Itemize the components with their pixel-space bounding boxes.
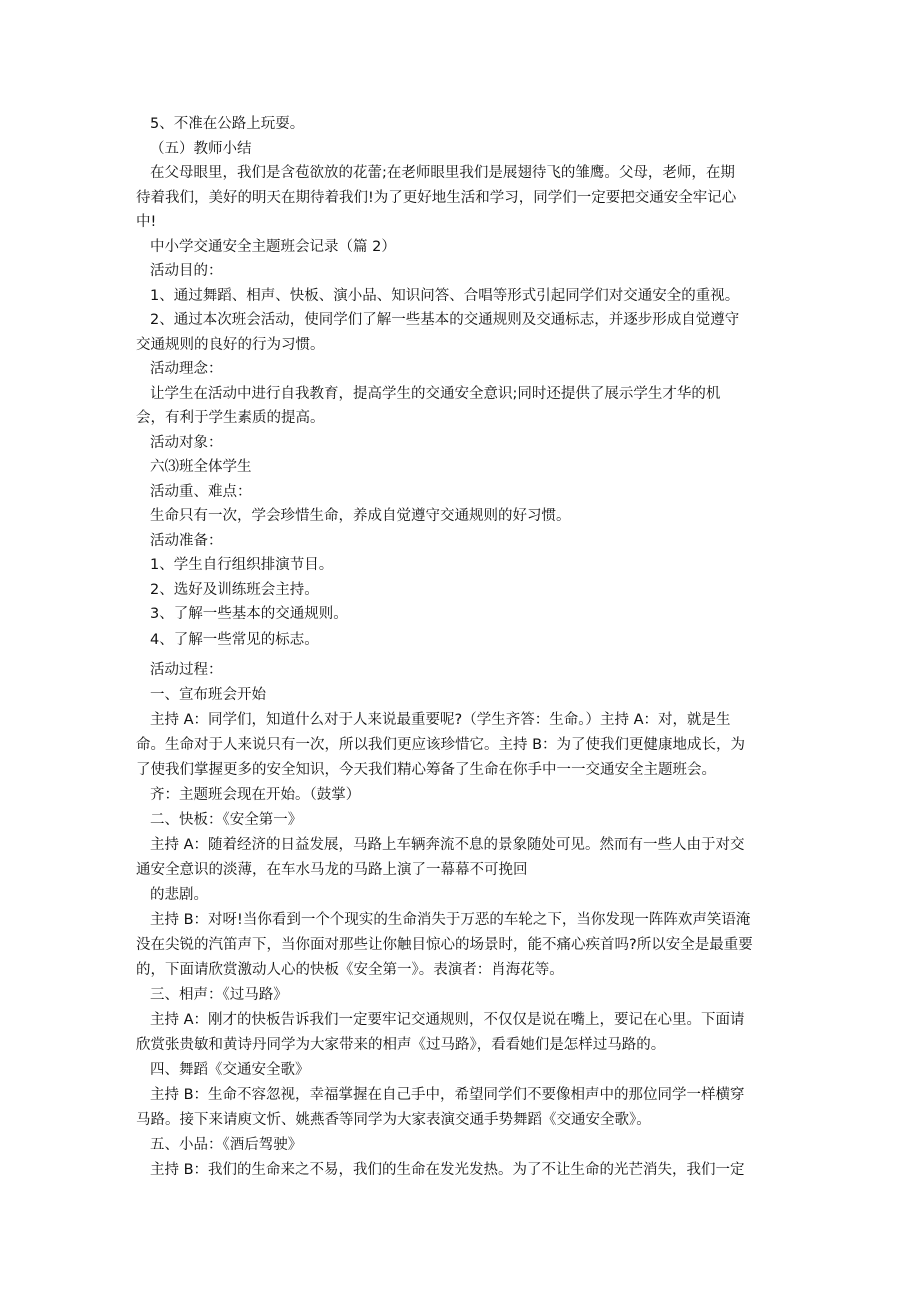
text-line: 活动对象： <box>150 435 223 451</box>
text-line: 六⑶班全体学生 <box>150 459 252 475</box>
text-line: 1、学生自行组织排演节目。 <box>150 557 334 573</box>
text-line: 命。生命对于人来说只有一次，所以我们更应该珍惜它。主持 B：为了使我们更健康地成长，为 <box>136 737 746 753</box>
text-line: 在父母眼里，我们是含苞欲放的花蕾;在老师眼里我们是展翅待飞的雏鹰。父母，老师，在期 <box>150 165 735 181</box>
text-line: 四、舞蹈《交通安全歌》 <box>150 1062 310 1078</box>
text-line: 马路。接下来请庾文忻、姚燕香等同学为大家表演交通手势舞蹈《交通安全歌》。 <box>136 1112 651 1128</box>
text-line: 欣赏张贵敏和黄诗丹同学为大家带来的相声《过马路》，看看她们是怎样过马路的。 <box>136 1037 666 1053</box>
text-line: 活动重、难点： <box>150 484 252 500</box>
text-line: 主持 A：同学们，知道什么对于人来说最重要呢?（学生齐答：生命。）主持 A：对，就是生 <box>150 712 731 728</box>
text-line: 主持 B：对呀!当你看到一个个现实的生命消失于万恶的车轮之下，当你发现一阵阵欢声笑语淹 <box>150 912 751 928</box>
text-line: 活动理念： <box>150 361 223 377</box>
section-heading: 中小学交通安全主题班会记录（篇 2） <box>150 239 396 255</box>
text-line: 二、快板：《安全第一》 <box>150 812 303 828</box>
text-line: 主持 A：刚才的快板告诉我们一定要牢记交通规则，不仅仅是说在嘴上，要记在心里。下面请 <box>150 1012 745 1028</box>
text-line: 齐：主题班会现在开始。（鼓掌） <box>150 787 361 803</box>
text-line: 中! <box>136 214 157 230</box>
text-line: 没在尖锐的汽笛声下，当你面对那些让你触目惊心的场景时，能不痛心疾首吗?所以安全是最重要 <box>136 937 753 953</box>
text-line: 1、通过舞蹈、相声、快板、演小品、知识问答、合唱等形式引起同学们对交通安全的重视。 <box>150 288 740 304</box>
text-line: 活动目的： <box>150 263 223 279</box>
text-line: 活动准备： <box>150 533 223 549</box>
text-line: 4、了解一些常见的标志。 <box>150 632 319 648</box>
text-line: 的，下面请欣赏激动人心的快板《安全第一》。表演者：肖海花等。 <box>136 962 564 978</box>
text-line: 2、通过本次班会活动，使同学们了解一些基本的交通规则及交通标志，并逐步形成自觉遵守 <box>150 312 740 328</box>
text-line: 交通规则的良好的行为习惯。 <box>136 337 325 353</box>
text-line: 五、小品：《酒后驾驶》 <box>150 1137 303 1153</box>
text-line: 生命只有一次，学会珍惜生命，养成自觉遵守交通规则的好习惯。 <box>150 508 571 524</box>
text-line: 会，有利于学生素质的提高。 <box>136 410 325 426</box>
text-line: 让学生在活动中进行自我教育，提高学生的交通安全意识;同时还提供了展示学生才华的机 <box>150 386 721 402</box>
text-line: 主持 B：生命不容忽视，幸福掌握在自己手中，希望同学们不要像相声中的那位同学一样横穿 <box>150 1087 745 1103</box>
text-line: 3、了解一些基本的交通规则。 <box>150 606 348 622</box>
text-line: 三、相声：《过马路》 <box>150 987 288 1003</box>
text-line: 活动过程： <box>150 662 223 678</box>
text-line: 的悲剧。 <box>150 887 208 903</box>
text-line: 了使我们掌握更多的安全知识，今天我们精心筹备了生命在你手中一一交通安全主题班会。 <box>136 762 716 778</box>
text-line: 2、选好及训练班会主持。 <box>150 582 319 598</box>
text-line: 5、不准在公路上玩耍。 <box>150 116 305 132</box>
text-line: 待着我们，美好的明天在期待着我们!为了更好地生活和学习，同学们一定要把交通安全牢记心 <box>136 190 737 206</box>
text-line: 主持 B：我们的生命来之不易，我们的生命在发光发热。为了不让生命的光芒消失，我们一定 <box>150 1162 745 1178</box>
text-line: （五）教师小结 <box>150 141 252 157</box>
text-line: 主持 A：随着经济的日益发展，马路上车辆奔流不息的景象随处可见。然而有一些人由于对交 <box>150 837 745 853</box>
text-line: 通安全意识的淡薄，在车水马龙的马路上演了一幕幕不可挽回 <box>136 862 528 878</box>
text-line: 一、宣布班会开始 <box>150 687 266 703</box>
